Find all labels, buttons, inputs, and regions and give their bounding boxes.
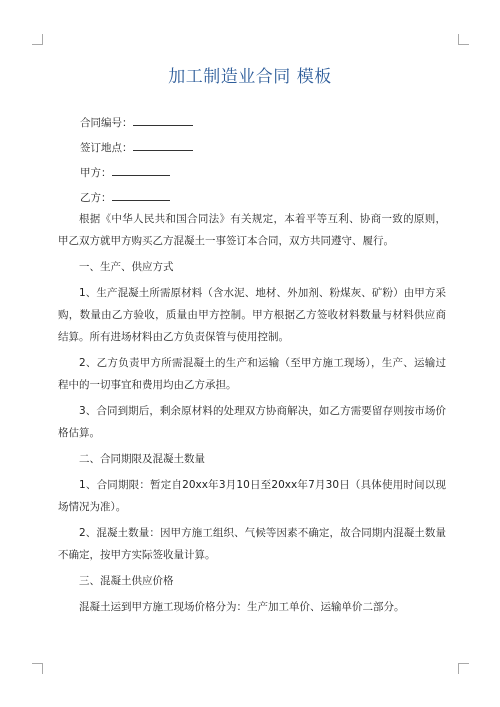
field-contract-number bbox=[80, 115, 193, 130]
paragraph-1-2: 2、乙方负责甲方所需混凝土的生产和运输（至甲方施工现场），生产、运输过程中的一切事宜和费用均由乙方承担。 bbox=[58, 357, 446, 391]
paragraph-intro: 根据《中华人民共和国合同法》有关规定，本着平等互利、协商一致的原则，甲乙双方就甲方购买乙方混凝土一事签订本合同，双方共同遵守、履行。 bbox=[58, 213, 446, 247]
paragraph-2-2: 2、混凝土数量：因甲方施工组织、气候等因素不确定，故合同期内混凝土数量不确定，按甲方实际签收量计算。 bbox=[58, 527, 446, 561]
crop-mark-top-left bbox=[32, 34, 43, 45]
field-party-a bbox=[80, 165, 170, 180]
field-signing-place bbox=[80, 140, 193, 155]
field-label: 乙方： bbox=[80, 192, 112, 204]
paragraph-3-1: 混凝土运到甲方施工现场价格分为：生产加工单价、运输单价二部分。 bbox=[79, 601, 405, 613]
party-a-blank[interactable] bbox=[112, 165, 170, 176]
contract-number-blank[interactable] bbox=[133, 115, 193, 126]
document-body bbox=[58, 208, 446, 622]
crop-mark-top-right bbox=[458, 34, 469, 45]
field-label: 甲方： bbox=[80, 167, 112, 179]
field-label: 签订地点： bbox=[80, 142, 133, 154]
paragraph-2-1: 1、合同期限：暂定自20xx年3月10日至20xx年7月30日（具体使用时间以现场情况为准）。 bbox=[58, 479, 446, 513]
section-heading-3: 三、混凝土供应价格 bbox=[79, 575, 174, 587]
field-party-b bbox=[80, 190, 170, 205]
section-heading-2: 二、合同期限及混凝土数量 bbox=[79, 453, 205, 465]
field-label: 合同编号： bbox=[80, 117, 133, 129]
paragraph-1-1: 1、生产混凝土所需原材料（含水泥、地材、外加剂、粉煤灰、矿粉）由甲方采购，数量由乙方验收，质量由甲方控制。甲方根据乙方签收材料数量与材料供应商结算。所有进场材料由乙方负责保管与使用控制。 bbox=[58, 287, 446, 343]
crop-mark-bottom-right bbox=[458, 663, 469, 674]
paragraph-1-3: 3、合同到期后，剩余原材料的处理双方协商解决，如乙方需要留存则按市场价格估算。 bbox=[58, 405, 446, 439]
document-title: 加工制造业合同 模板 bbox=[168, 67, 332, 87]
section-heading-1: 一、生产、供应方式 bbox=[79, 261, 174, 273]
crop-mark-bottom-left bbox=[32, 663, 43, 674]
signing-place-blank[interactable] bbox=[133, 140, 193, 151]
party-b-blank[interactable] bbox=[112, 190, 170, 201]
